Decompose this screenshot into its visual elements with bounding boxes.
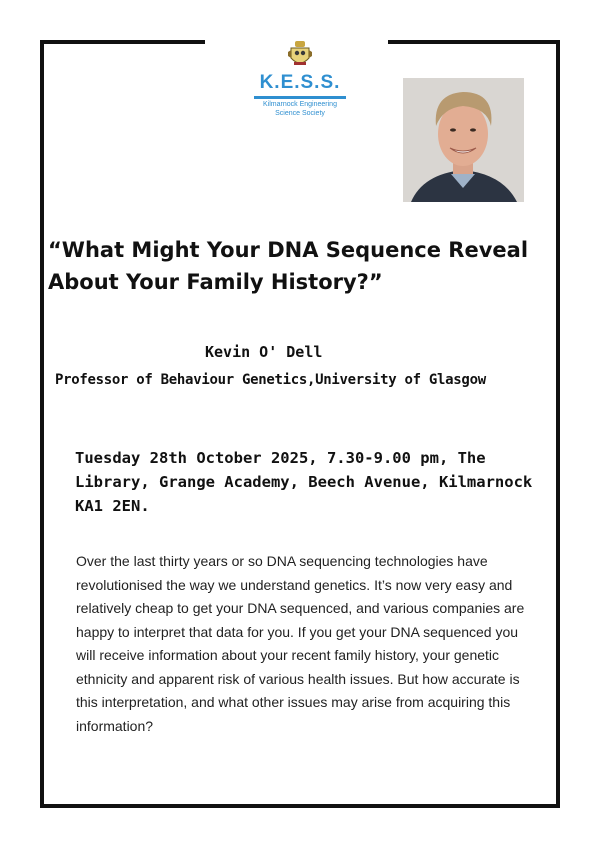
portrait-photo — [403, 78, 524, 202]
frame-border-right — [556, 40, 560, 808]
logo-title: K.E.S.S. — [259, 72, 341, 93]
frame-border-bottom — [40, 804, 560, 808]
logo-subtitle-line2: Science Society — [275, 110, 325, 117]
kess-logo — [252, 40, 348, 120]
speaker-role: Professor of Behaviour Genetics,University of Glasgow — [55, 372, 486, 388]
frame-border-top-left — [40, 40, 205, 44]
frame-border-top-right — [388, 40, 560, 44]
logo-subtitle — [252, 100, 348, 118]
frame-border-left — [40, 40, 44, 808]
talk-title: “What Might Your DNA Sequence Reveal About Your Family History?” — [48, 238, 529, 294]
speaker-photo — [403, 78, 524, 202]
talk-description: Over the last thirty years or so DNA sequencing technologies have revolutionised the way we understand genetics. It’s now very easy and relatively cheap to get your DNA sequenced, and various companies are happy to interpret that data for you. If you get your DNA sequenced you will receive information about your recent family history, your genetic ethnicity and apparent risk of various health issues. But how accurate is this interpretation, and what other issues may arise from acquiring this information? — [76, 553, 525, 734]
crest-icon — [286, 40, 314, 70]
speaker-name: Kevin O' Dell — [205, 343, 323, 361]
event-details: Tuesday 28th October 2025, 7.30-9.00 pm, The Library, Grange Academy, Beech Avenue, Kilmarnock KA1 2EN. — [75, 449, 533, 515]
logo-subtitle-line1: Kilmarnock Engineering — [263, 101, 337, 108]
logo-underline — [254, 96, 346, 99]
